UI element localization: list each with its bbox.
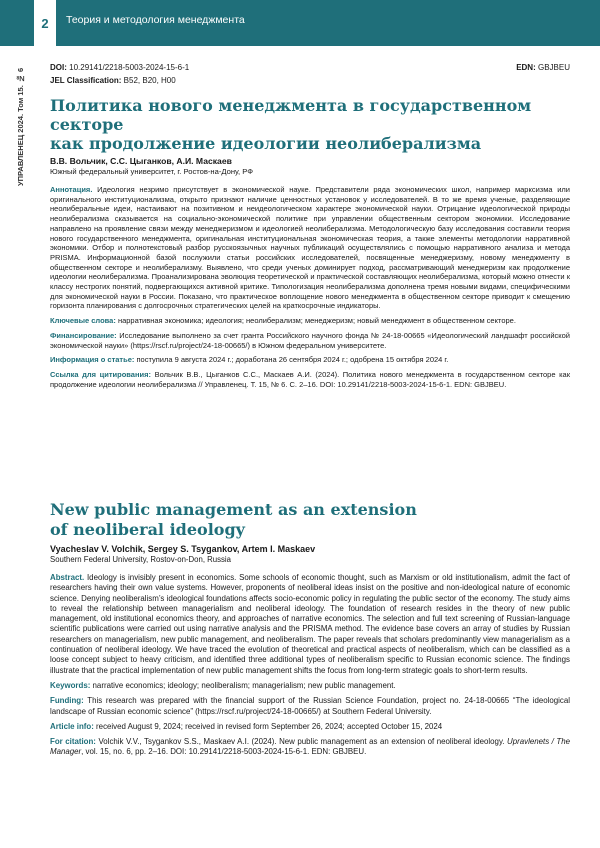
doi-value[interactable]: 10.29141/2218-5003-2024-15-6-1 bbox=[69, 63, 190, 72]
english-article-block bbox=[50, 500, 570, 763]
english-authors: Vyacheslav V. Volchik, Sergey S. Tsygankov, Artem I. Maskaev bbox=[50, 544, 316, 554]
russian-article-info: Информация о статье: поступила 9 августа 2024 г.; доработана 26 сентября 2024 г.; одобрена 15 октября 2024 г. bbox=[50, 355, 449, 365]
jel-label: JEL Classification: bbox=[50, 76, 122, 85]
doi-line bbox=[50, 62, 570, 73]
english-affiliation: Southern Federal University, Rostov-on-Don, Russia bbox=[50, 555, 231, 564]
russian-article-block bbox=[50, 62, 570, 394]
english-article-info: Article info: received August 9, 2024; received in revised form September 26, 2024; accepted October 15, 2024 bbox=[50, 721, 443, 731]
english-keywords: Keywords: narrative economics; ideology; neoliberalism; managerialism; new public management. bbox=[50, 680, 396, 690]
abstract-text-ru: Идеология незримо присутствует в экономической науке. Представители ряда экономических школ, например марксизма или оригинального институционализма, открыто признают наличие ценностных установок у исследователей. В то же время ученые, разделяющие неолиберальные идеи, настаивают на позитивном и неидеологическом характере экономической науки. Отрицание идеологической природы неолиберализма сказывается на социально-экономической политике при управлении общественным сектором экономики. Исследование направлено на проявление связи между менеджеризмом и идеологией неолиберализма. Методологическую базу исследования составили теория нового государственного менеджмента, оригинальная институциональная экономическая теория, а также элементы методологии нарративной экономики. Отбор и полнотекстовый разбор русскоязычных научных публикаций осуществлялись с помощью нарративного анализа и метода PRISMA. Информационной базой послужили статьи российских исследователей, посвященные менеджеризму, новому менеджменту в общественном секторе и неолиберализму. Выявлено, что среди ученых доминирует подход, рассматривающий менеджеризм как продолжение идеологии неолиберализма. Проанализирована эволюция теоретической и практической составляющих неолиберализма, который можно отнести к классу нестрогих понятий, подвергающихся активной критике. Типологизация неолиберализма дополнена тремя новыми видами, специфическими для экономической науки в России. Показано, что практическое воплощение нового менеджмента в общественном секторе приводит к смещению горизонта планирования с долгосрочных стратегических целей на краткосрочные индикаторы. bbox=[50, 185, 570, 311]
russian-authors: В.В. Вольчик, С.С. Цыганков, А.И. Маскаев bbox=[50, 156, 232, 166]
english-title: New public management as an extension of neoliberal ideology bbox=[50, 500, 417, 539]
page-number: 2 bbox=[34, 0, 56, 46]
english-abstract: Abstract. Ideology is invisibly present in economics. Some schools of economic thought, such as Marxism or old institutionalism, admit the fact of researchers having their own value systems. However, proponents of neoliberal ideas insist on the positive and non-ideological nature of economic science. Denying neoliberalism’s ideological foundations affects socio-economic policy in regulating the public sector of the economy. The study aims to reveal the relationship between managerialism and neoliberal ideology. The foundation of research resides in the theory of new public management, old institutional economics theory, and approaches of narrative economics. The selection and full text screening of Russian-language scientific publications were carried out using narrative analysis and the PRISMA method. The evidence base covers an array of studies by Russian researchers on managerialism, new public management, and neoliberalism. The paper reveals that scholars predominantly view managerialism as a continuation of neoliberal ideology. We have traced the evolution of theoretical and practical aspects of neoliberalism, which can be classified as a loose concept subject to heavy criticism, and identified three additional types of neoliberalism specific to Russian economic science. The findings illustrate that the practical implementation of new public management shifts the focus from long-term strategic goals to short-term results. bbox=[50, 573, 570, 675]
journal-side-label: УПРАВЛЕНЕЦ 2024. Том 15. № 6 bbox=[16, 68, 25, 187]
russian-keywords: Ключевые слова: нарративная экономика; идеология; неолиберализм; менеджеризм; новый менеджмент в общественном секторе. bbox=[50, 316, 516, 326]
edn-value: GBJBEU bbox=[537, 63, 570, 72]
jel-line bbox=[50, 75, 570, 86]
journal-header-bar bbox=[0, 0, 600, 46]
section-title: Теория и методология менеджмента bbox=[66, 14, 245, 26]
edn-label: EDN: bbox=[516, 63, 536, 72]
jel-value: B52, B20, H00 bbox=[123, 76, 176, 85]
abstract-label-ru: Аннотация. bbox=[50, 185, 93, 194]
doi-label: DOI: bbox=[50, 63, 67, 72]
russian-affiliation: Южный федеральный университет, г. Ростов-на-Дону, РФ bbox=[50, 167, 254, 176]
russian-title: Политика нового менеджмента в государственном секторе как продолжение идеологии неолиберализма bbox=[50, 96, 532, 153]
english-funding: Funding: This research was prepared with the financial support of the Russian Science Foundation, project no. 24-18-00665 “The ideological landscape of Russian economic science” (https://rscf.ru/project/24-18-00665/) at Southern Federal University. bbox=[50, 696, 571, 716]
russian-abstract bbox=[50, 185, 570, 311]
russian-funding: Финансирование: Исследование выполнено за счет гранта Российского научного фонда № 24-18-00665 «Идеологический ландшафт российской экономической науки» (https://rscf.ru/project/24-18-00665/) в Южном федеральном университете. bbox=[50, 330, 570, 350]
english-citation: For citation: Volchik V.V., Tsygankov S.S., Maskaev A.I. (2024). New public management as an extension of neoliberal ideology. Upravlenets / The Manager, vol. 15, no. 6, pp. 2–16. DOI: 10.29141/2218-5003-2024-15-6-1. EDN: GBJBEU. bbox=[50, 737, 571, 757]
russian-citation: Ссылка для цитирования: Вольчик В.В., Цыганков С.С., Маскаев А.И. (2024). Политика нового менеджмента в государственном секторе как продолжение идеологии неолиберализма // Управленец. Т. 15, № 6. С. 2–16. DOI: 10.29141/2218-5003-2024-15-6-1. EDN: GBJBEU. bbox=[50, 369, 570, 389]
